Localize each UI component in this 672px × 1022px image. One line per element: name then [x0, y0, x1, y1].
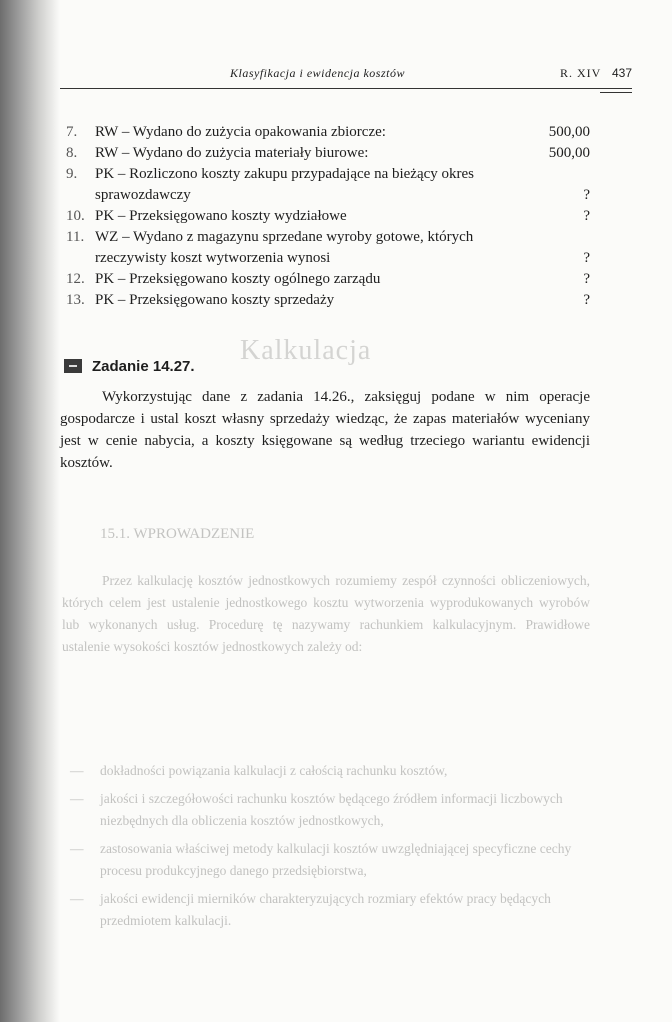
show-through-title: Kalkulacja: [240, 335, 372, 366]
entry-value: ?: [583, 208, 590, 224]
show-through-list-item: — dokładności powiązania kalkulacji z całością rachunku kosztów,: [62, 760, 590, 782]
operation-entry: [60, 290, 590, 311]
operation-entry: [60, 269, 590, 290]
entry-value: 500,00: [548, 124, 590, 140]
entry-number: 11.: [66, 229, 85, 245]
entry-number: 13.: [66, 292, 85, 308]
entry-value: ?: [583, 271, 590, 287]
show-through-list: [62, 760, 590, 938]
entry-text: WZ – Wydano z magazynu sprzedane wyroby gotowe, których rzeczywisty koszt wytworzenia wynosi: [95, 229, 474, 266]
header-rule: [60, 88, 632, 89]
entry-text: PK – Rozliczono koszty zakupu przypadające na bieżący okres sprawozdawczy: [95, 166, 475, 203]
entry-text: RW – Wydano do zużycia opakowania zbiorcze:: [95, 124, 386, 140]
entry-number: 9.: [66, 166, 78, 182]
show-through-list-item: — jakości ewidencji mierników charakteryzujących rozmiary efektów pracy będących przedmiotem kalkulacji.: [62, 888, 590, 932]
operation-entry: [60, 164, 590, 206]
show-through-list-item: — jakości i szczegółowości rachunku kosztów będącego źródłem informacji liczbowych niezbędnych dla obliczenia kosztów jednostkowych,: [62, 788, 590, 832]
entry-number: 10.: [66, 208, 85, 224]
show-through-list-item: — zastosowania właściwej metody kalkulacji kosztów uwzględniającej specyficzne cechy procesu produkcyjnego danego przedsiębiorstwa,: [62, 838, 590, 882]
book-spine-shadow: [0, 0, 60, 1022]
entry-text: PK – Przeksięgowano koszty wydziałowe: [95, 208, 347, 224]
entry-value: ?: [583, 187, 590, 203]
entry-value: ?: [583, 292, 590, 308]
operation-entry: [60, 122, 590, 143]
entry-text: RW – Wydano do zużycia materiały biurowe:: [95, 145, 369, 161]
entry-text: PK – Przeksięgowano koszty sprzedaży: [95, 292, 335, 308]
operations-list: [60, 122, 590, 311]
entry-value: 500,00: [548, 145, 590, 161]
chapter-label: R. XIV: [560, 66, 602, 80]
page-number: 437: [611, 66, 632, 80]
task-heading: [60, 354, 600, 378]
entry-number: 12.: [66, 271, 85, 287]
operation-entry: [60, 227, 590, 269]
entry-number: 7.: [66, 124, 78, 140]
task-section: [60, 354, 600, 474]
task-body: Wykorzystując dane z zadania 14.26., zaksięguj podane w nim operacje gospodarcze i ustal koszt własny sprzedaży wiedząc, że zapas materiałów wyceniany jest w cenie nabycia, a koszty księgowane są według trzeciego wariantu ewidencji kosztów.: [60, 389, 590, 471]
page-number-underline: [600, 92, 632, 93]
task-marker-icon: [64, 359, 82, 373]
running-header: [60, 66, 632, 84]
running-title: Klasyfikacja i ewidencja kosztów: [230, 66, 405, 80]
entry-value: ?: [583, 250, 590, 266]
task-title: Zadanie 14.27.: [92, 357, 195, 375]
operation-entry: [60, 143, 590, 164]
show-through-paragraph: Przez kalkulację kosztów jednostkowych rozumiemy zespół czynności obliczeniowych, których celem jest ustalenie jednostkowego kosztu wytworzenia wyprodukowanych wyrobów lub wykonanych usług. Procedurę tę nazywamy rachunkiem kalkulacyjnym. Prawidłowe ustalenie wysokości kosztów jednostkowych zależy od:: [62, 573, 590, 654]
operation-entry: [60, 206, 590, 227]
show-through-heading: 15.1. WPROWADZENIE: [100, 526, 255, 542]
entry-text: PK – Przeksięgowano koszty ogólnego zarządu: [95, 271, 381, 287]
entry-number: 8.: [66, 145, 78, 161]
